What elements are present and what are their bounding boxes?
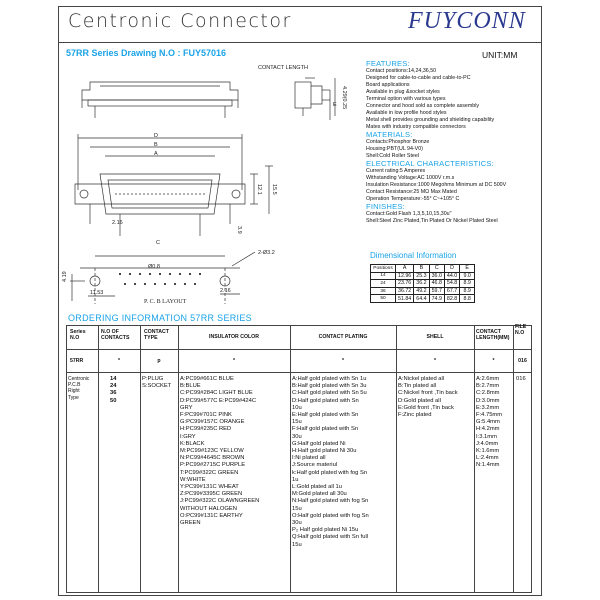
- series-description: [68, 376, 98, 401]
- shell-item: D:Gold plated all: [398, 397, 441, 404]
- plating-item: A:Half gold plated with Sn 1u: [292, 376, 367, 382]
- plating-item: 15u: [292, 505, 302, 512]
- contact-plating-list: [292, 376, 396, 549]
- header-series: Series N.O: [70, 329, 86, 342]
- insulator-color-item: O:PC99#131C EARTHY: [180, 512, 243, 519]
- electrical-item: Insulation Resistance:1000 Megohms Minimum at DC 500V: [366, 182, 507, 188]
- unit-label: UNIT:MM: [482, 50, 518, 60]
- feature-item: Mates with industry compatible connectors: [366, 124, 466, 130]
- length-item: J:4.0mm: [476, 440, 499, 447]
- insulator-color-item: B:BLUE: [180, 383, 201, 390]
- insulator-color-list: [180, 376, 290, 527]
- code-plating: *: [341, 358, 345, 364]
- table-cell: 36: [371, 287, 396, 295]
- table-cell: 24: [371, 280, 396, 288]
- insulator-color-item: P:PC99#2715C PURPLE: [180, 462, 246, 469]
- shell-item: A:Nickel plated all: [398, 376, 445, 382]
- plating-item: F:Half gold plated with Sn: [292, 426, 359, 433]
- material-item: Housing:PBT(UL 94-V0): [366, 146, 423, 152]
- file-number: 016: [516, 376, 526, 382]
- header-length: CONTACT LENGTH(MM): [476, 329, 510, 342]
- materials-heading: MATERIALS:: [366, 130, 413, 139]
- material-item: Contacts:Phosphor Bronze: [366, 139, 430, 145]
- plating-item: G:Half gold plated Ni: [292, 440, 346, 447]
- insulator-color-item: GRY: [180, 404, 193, 411]
- length-item: F:4.75mm: [476, 412, 503, 419]
- table-cell: 49.2: [414, 287, 429, 295]
- table-cell: 14: [371, 272, 396, 280]
- table-rule: [66, 349, 532, 350]
- length-item: E:3.2mm: [476, 404, 500, 411]
- feature-item: Available in plug &socket styles: [366, 89, 440, 95]
- table-rule: [98, 325, 99, 593]
- dim-155-label: 15.5: [271, 184, 277, 195]
- contact-type: S:SOCKET: [142, 383, 172, 390]
- plating-item: B:Half gold plated with Sn 3u: [292, 383, 367, 390]
- table-rule: [140, 325, 141, 593]
- dim-216b-label: 2.16: [220, 288, 231, 294]
- dim-b-label: B: [154, 142, 158, 148]
- table-rule: [66, 592, 532, 593]
- length-item: L:2.4mm: [476, 455, 499, 462]
- shell-list: [398, 376, 474, 419]
- plating-item: Q:Half gold plated with Sn full: [292, 534, 369, 541]
- contact-count: 36: [110, 390, 117, 397]
- plating-item: k:Half gold plated with fog Sn: [292, 469, 368, 476]
- plating-item: H:Half gold plated Ni 30u: [292, 448, 357, 455]
- ordering-table: [66, 325, 532, 593]
- plating-item: C:Half gold plated with Sn 5u: [292, 390, 367, 397]
- insulator-color-item: F:PC99#701C PINK: [180, 412, 232, 419]
- dim-216a-label: 2.16: [112, 220, 123, 226]
- series-desc-line: Right: [68, 388, 80, 395]
- contact-length-list: [476, 376, 513, 470]
- table-cell: E: [460, 265, 475, 273]
- dim-e-label: E: [333, 102, 337, 108]
- plating-item: 15u: [292, 541, 302, 548]
- table-rule: [66, 325, 67, 593]
- feature-item: Contact positions:14,24,36,50: [366, 68, 437, 74]
- feature-item: Metal shell provides grounding and shielding capability: [366, 117, 495, 123]
- pcb-layout: [70, 252, 255, 304]
- plating-item: M:Gold plated all 30u: [292, 491, 347, 498]
- series-desc-line: P.C.B: [68, 382, 81, 389]
- table-cell: 44.0: [444, 272, 459, 280]
- dim-232-label: 2-Ø3.2: [258, 250, 275, 256]
- feature-item: Terminal option with various types: [366, 96, 446, 102]
- shell-item: C:Nickel front ,Tin back: [398, 390, 458, 397]
- page-title: Centronic Connector: [68, 10, 292, 32]
- code-contact-type: p: [157, 358, 161, 364]
- series-drawing-number: 57RR Series Drawing N.O : FUY57016: [66, 48, 227, 58]
- length-item: G:5.4mm: [476, 419, 500, 426]
- table-cell: Positions: [371, 265, 396, 273]
- plating-item: 1u: [292, 476, 299, 483]
- electrical-item: Contact Resistance:25 MΩ Max Mated: [366, 189, 457, 195]
- table-cell: 8.9: [460, 280, 475, 288]
- insulator-color-item: D:PC99#577C E:PC99#424C: [180, 397, 257, 404]
- table-cell: 8.9: [460, 287, 475, 295]
- table-row: [371, 287, 475, 295]
- shell-item: B:Tin plated all: [398, 383, 437, 390]
- table-cell: B: [414, 265, 429, 273]
- feature-item: Designed for cable-to-cable and cable-to-PC: [366, 75, 471, 81]
- plating-item: O:Half gold plated with fog Sn: [292, 512, 369, 519]
- shell-item: E:Gold front ,Tin back: [398, 404, 454, 411]
- table-rule: [474, 325, 475, 593]
- code-file: 016: [518, 358, 527, 364]
- dim-a-label: A: [154, 151, 158, 157]
- table-row: [371, 265, 475, 273]
- finish-item: Shell:Steel Zinc Plated,Tin Plated Or Nickel Plated Steel: [366, 218, 498, 224]
- table-cell: A: [396, 265, 414, 273]
- insulator-color-item: W:WHITE: [180, 476, 206, 483]
- insulator-color-item: WITHOUT HALOGEN: [180, 505, 237, 512]
- length-item: D:3.0mm: [476, 397, 500, 404]
- insulator-color-item: G:PC99#157C ORANGE: [180, 419, 245, 426]
- plating-item: 30u: [292, 520, 302, 527]
- top-view: [82, 82, 238, 118]
- plating-item: N:Half gold plated with fog Sn: [292, 498, 369, 505]
- table-cell: 50: [371, 295, 396, 303]
- dim-39-label: 3.9: [236, 226, 242, 234]
- shell-item: F:Zinc plated: [398, 412, 432, 419]
- brand-logo: FUYCONN: [408, 8, 526, 34]
- table-cell: 46.8: [429, 280, 444, 288]
- table-cell: C: [429, 265, 444, 273]
- insulator-color-item: H:PC99#235C RED: [180, 426, 232, 433]
- table-cell: 12.96: [396, 272, 414, 280]
- technical-drawing: [60, 56, 360, 316]
- electrical-item: Operation Temperature:-55° C~+105° C: [366, 196, 460, 202]
- finish-item: Contact:Gold Flash 1,3,5,10,15,30u": [366, 211, 452, 217]
- plating-item: P₂ Half gold plated Ni 15u: [292, 527, 359, 534]
- table-cell: 82.8: [444, 295, 459, 303]
- table-cell: 67.7: [444, 287, 459, 295]
- plating-item: 30u: [292, 433, 302, 440]
- feature-item: Board applications: [366, 82, 410, 88]
- insulator-color-item: T:PC99#322C GREEN: [180, 469, 239, 476]
- dim-d-label: D: [154, 133, 158, 139]
- insulator-color-item: GREEN: [180, 520, 201, 527]
- table-rule: [396, 325, 397, 593]
- insulator-color-item: I:GRY: [180, 433, 196, 440]
- table-cell: 54.8: [444, 280, 459, 288]
- table-rule: [66, 325, 532, 326]
- table-row: [371, 280, 475, 288]
- length-item: K:1.6mm: [476, 448, 500, 455]
- plating-item: D:Half gold plated with Sn: [292, 397, 359, 404]
- header-divider: [58, 42, 542, 43]
- table-cell: 59.7: [429, 287, 444, 295]
- header-shell: SHELL: [426, 334, 444, 340]
- side-view: [295, 78, 335, 116]
- contact-type: P:PLUG: [142, 376, 164, 382]
- pcb-layout-label: P. C. B LAYOUT: [144, 299, 187, 305]
- contact-count: 14: [110, 376, 117, 382]
- length-item: H:4.2mm: [476, 426, 500, 433]
- table-cell: 23.76: [396, 280, 414, 288]
- length-item: C:2.8mm: [476, 390, 500, 397]
- table-cell: 25.3: [414, 272, 429, 280]
- table-rule: [66, 372, 532, 373]
- contact-count: 24: [110, 383, 117, 390]
- dim-419-label: 4.19: [62, 271, 68, 282]
- length-item: B:2.7mm: [476, 383, 500, 390]
- dim-1153-label: 11.53: [90, 290, 104, 296]
- contact-count: 50: [110, 397, 117, 404]
- feature-item: Available in low profile hood styles: [366, 110, 447, 116]
- plating-item: 15u: [292, 419, 302, 426]
- table-rule: [178, 325, 179, 593]
- length-item: N:1.4mm: [476, 462, 500, 469]
- series-desc-line: Type: [68, 394, 79, 401]
- plating-item: I:Ni plated all: [292, 455, 326, 462]
- dimension-title: Dimensional Information: [370, 251, 457, 260]
- plating-item: J:Source materiul: [292, 462, 338, 469]
- header-contact-type: CONTACT TYPE: [144, 329, 169, 342]
- table-cell: 64.4: [414, 295, 429, 303]
- table-cell: 74.9: [429, 295, 444, 303]
- insulator-color-item: C:PC99#284C LIGHT BLUE: [180, 390, 253, 397]
- code-contacts: *: [117, 358, 121, 364]
- front-view: [75, 166, 273, 236]
- table-row: [371, 272, 475, 280]
- ordering-title: ORDERING INFORMATION 57RR SERIES: [68, 313, 252, 323]
- dim-121-label: 12.1: [256, 184, 262, 195]
- insulator-color-item: Z:PC99#3395C GREEN: [180, 491, 243, 498]
- insulator-color-item: M:PC99#123C YELLOW: [180, 448, 244, 455]
- table-cell: 9.0: [460, 272, 475, 280]
- electrical-item: Current rating:5 Amperes: [366, 168, 426, 174]
- header-insulator: INSULATOR COLOR: [209, 334, 259, 340]
- table-rule: [513, 325, 514, 593]
- table-rule: [531, 325, 532, 593]
- code-insulator: *: [232, 358, 236, 364]
- header-contacts: N.O OF CONTACTS: [101, 329, 130, 342]
- length-item: A:2.6mm: [476, 376, 500, 382]
- finishes-heading: FINISHES:: [366, 202, 405, 211]
- insulator-color-item: N:PC99#4645C BROWN: [180, 455, 245, 462]
- series-desc-line: Centronic: [68, 376, 90, 382]
- feature-item: Connector and hood sold as complete assembly: [366, 103, 480, 109]
- table-cell: 51.84: [396, 295, 414, 303]
- table-cell: D: [444, 265, 459, 273]
- electrical-heading: ELECTRICAL CHARACTERISTICS:: [366, 159, 494, 168]
- table-cell: 8.8: [460, 295, 475, 303]
- contact-length-label: CONTACT LENGTH: [258, 65, 308, 71]
- dimension-table: [370, 264, 475, 303]
- insulator-color-item: Y:PC99#131C WHEAT: [180, 484, 239, 491]
- header-plating: CONTACT PLATING: [318, 334, 368, 340]
- insulator-color-item: K:BLACK: [180, 440, 205, 447]
- insulator-color-item: J:PC99#322C OLAWNGREEN: [180, 498, 260, 505]
- electrical-item: Withstanding Voltage:AC 1000V r.m.s: [366, 175, 455, 181]
- table-row: [371, 295, 475, 303]
- contact-count-list: [110, 376, 116, 405]
- dim-08-label: Ø0.8: [148, 264, 160, 270]
- dim-c-label: C: [156, 240, 160, 246]
- code-length: *: [492, 358, 495, 364]
- dim-4290-label: 4.29(0.25: [341, 86, 347, 110]
- table-cell: 36.72: [396, 287, 414, 295]
- plating-item: 10u: [292, 404, 302, 411]
- length-item: I:3.1mm: [476, 433, 497, 440]
- table-cell: 36.2: [414, 280, 429, 288]
- plating-item: E:Half gold plated with Sn: [292, 412, 359, 419]
- features-heading: FEATURES:: [366, 59, 410, 68]
- contact-type-list: [142, 376, 171, 390]
- code-shell: *: [433, 358, 437, 364]
- code-series: 57RR: [70, 358, 84, 364]
- table-cell: 36.0: [429, 272, 444, 280]
- header-file: FILE N.O: [515, 324, 527, 337]
- plating-item: L:Gold plated all 1u: [292, 484, 342, 491]
- insulator-color-item: A:PC99#661C BLUE: [180, 376, 234, 382]
- material-item: Shell:Cold Roller Steel: [366, 153, 419, 159]
- table-rule: [290, 325, 291, 593]
- specifications: [366, 60, 540, 225]
